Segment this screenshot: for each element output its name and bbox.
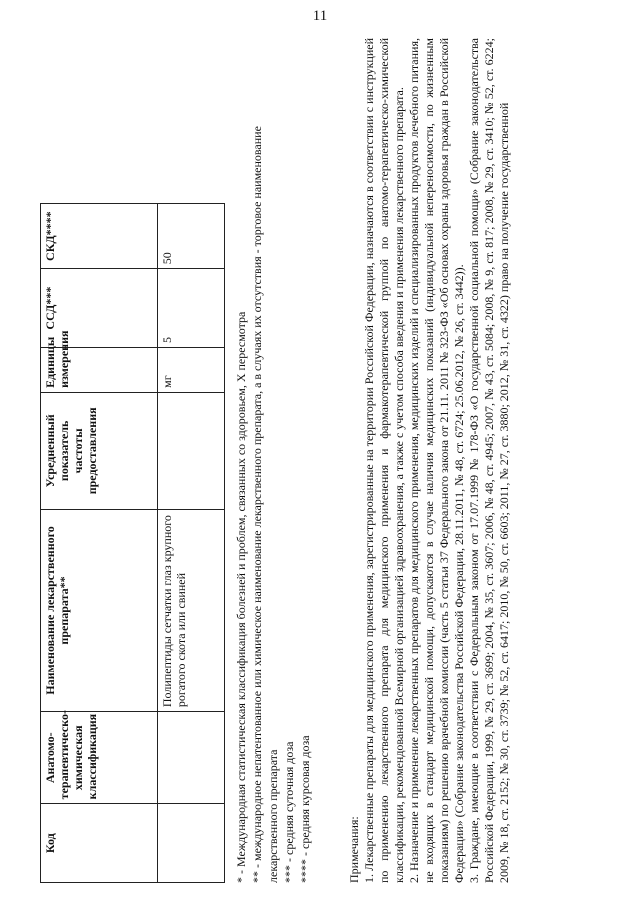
footnotes xyxy=(233,123,313,883)
header-avg-frequency: Усредненный показатель частоты предоставления xyxy=(41,392,158,509)
notes-title: Примечания: xyxy=(347,816,361,883)
footnote-3: *** - средняя суточная доза xyxy=(282,741,296,883)
cell-name: Полипептиды сетчатки глаз крупного рогатого скота или свиней xyxy=(158,509,225,711)
drug-table xyxy=(40,203,225,883)
notes-section xyxy=(347,38,512,883)
header-skd: СКД**** xyxy=(41,204,158,269)
header-code: Код xyxy=(41,804,158,883)
header-name: Наименование лекарственного препарата** xyxy=(41,509,158,711)
cell-avg-frequency xyxy=(158,392,225,509)
footnote-4: **** - средняя курсовая доза xyxy=(298,735,312,883)
header-atc: Анатомо-терапевтическо-химическая классификация xyxy=(41,712,158,804)
footnote-1: * - Международная статистическая классификация болезней и проблем, связанных со здоровьем, X пересмотра xyxy=(234,311,248,883)
cell-code xyxy=(158,804,225,883)
cell-atc xyxy=(158,712,225,804)
page-number: 11 xyxy=(312,8,328,24)
note-3: 3. Граждане, имеющие в соответствии с Федеральным законом от 17.07.1999 № 178-ФЗ «О государственной социальной помощи» (Собрание законодательства Российской Федерации, 1999, № 29, ст. 3699; 2004, № 35, ст. 3607; 2006, № 48, ст. 4945; 2007, № 43, ст. 5084; 2008, № 9, ст. 817; 2008, № 29, ст. 3410; № 52, ст. 6224; 2009, № 18, ст. 2152; № 30, ст. 3739; № 52, ст. 6417; 2010, № 50, ст. 6603; 2011, № 27, ст. 3880; 2012, № 31, ст. 4322) право на получение государственной xyxy=(467,38,511,883)
cell-ssd: 5 xyxy=(158,269,225,348)
cell-skd: 50 xyxy=(158,204,225,269)
cell-unit: мг xyxy=(158,347,225,392)
header-unit: Единицы измерения xyxy=(41,347,158,392)
rotated-landscape-content xyxy=(40,38,620,883)
header-ssd: ССД*** xyxy=(41,269,158,348)
footnote-2: ** - международное непатентованное или химическое наименование лекарственного препарата, а в случаях их отсутствия - торговое наименование лекарственного препарата xyxy=(250,126,280,883)
table-header-row xyxy=(41,204,158,883)
note-1: 1. Лекарственные препараты для медицинского применения, зарегистрированные на территории Российской Федерации, назначаются в соответствии с инструкцией по применению лекарственного препарата для медицинского применения и фармакотерапевтической группой по анатомо-терапевтическо-химической классификации, рекомендованной Всемирной организацией здравоохранения, а также с учетом способа введения и применения лекарственного препарата. xyxy=(362,38,406,883)
table-row xyxy=(158,204,225,883)
note-2: 2. Назначение и применение лекарственных препаратов для медицинского применения, медицинских изделий и специализированных продуктов лечебного питания, не входящих в стандарт медицинской помощи, допускаются в случае наличия медицинских показаний (индивидуальной непереносимости, по жизненным показаниям) по решению врачебной комиссии (часть 5 статьи 37 Федерального закона от 21.11. 2011 № 323-ФЗ «Об основах охраны здоровья граждан в Российской Федерации» (Собрание законодательства Российской Федерации, 28.11.2011, № 48, ст. 6724; 25.06.2012, № 26, ст. 3442)). xyxy=(407,38,466,883)
